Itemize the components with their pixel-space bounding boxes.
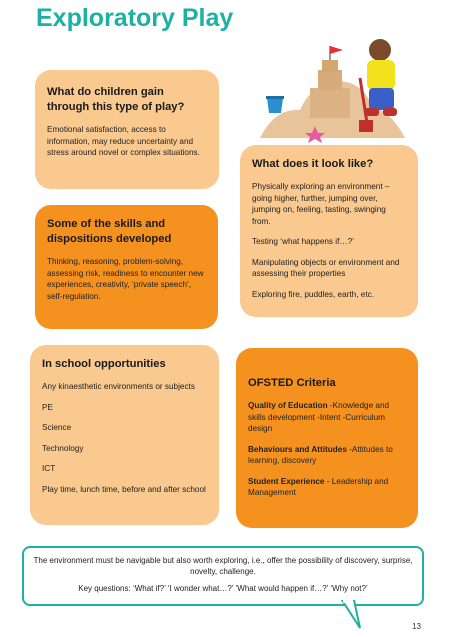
card-heading: OFSTED Criteria — [248, 377, 336, 389]
list-item: Manipulating objects or environment and assessing their properties — [252, 257, 400, 278]
criteria-name: Quality of Education — [248, 401, 328, 410]
card-heading: In school opportunities — [42, 358, 166, 370]
list-item: Science — [42, 423, 72, 432]
callout-text: The environment must be navigable but also worth exploring, i.e., offer the possibility of discovery, surprise, novelty, challenge. — [33, 556, 413, 576]
criteria-item — [248, 476, 406, 499]
list-item: Any kinaesthetic environments or subjects — [42, 382, 195, 391]
card-what-does-it-look-like — [240, 145, 418, 317]
card-skills-dispositions — [35, 205, 218, 329]
card-in-school-opportunities — [30, 345, 219, 525]
criteria-name: Behaviours and Attitudes — [248, 444, 347, 454]
sandcastle-boy-illustration — [255, 38, 430, 143]
list-item: PE — [42, 402, 53, 412]
list-item: Technology — [42, 443, 84, 453]
speech-bubble-tail — [340, 600, 370, 630]
list-item: Testing ‘what happens if…?’ — [252, 237, 354, 246]
criteria-item — [248, 444, 406, 467]
page-title: Exploratory Play — [36, 4, 234, 32]
card-text: Thinking, reasoning, problem-solving, assessing risk, readiness to encounter new experiences, creativity, ‘private speech’, self-regulation. — [47, 257, 204, 301]
criteria-item — [248, 400, 406, 435]
criteria-detail: -Attitudes to learning, discovery — [248, 444, 393, 465]
list-item: Physically exploring an environment – going higher, further, jumping over, jumping on, feeling, tasting, swinging from. — [252, 182, 390, 226]
card-heading: What does it look like? — [252, 158, 374, 170]
callout-speech-bubble — [22, 546, 424, 606]
card-ofsted-criteria — [236, 348, 418, 528]
page-number: 13 — [412, 622, 421, 631]
key-questions: Key questions: ‘What if?’ ‘I wonder what…?’ ‘What would happen if…?’ ‘Why not?’ — [78, 584, 368, 593]
list-item: ICT — [42, 464, 56, 473]
criteria-detail: - Leadership and Management — [248, 476, 389, 497]
card-what-children-gain — [35, 70, 219, 189]
list-item: Exploring fire, puddles, earth, etc. — [252, 289, 374, 299]
criteria-name: Student Experience — [248, 476, 325, 486]
criteria-detail: -Knowledge and skills development -Intent -Curriculum design — [248, 401, 390, 433]
card-heading: Some of the skills and dispositions developed — [47, 218, 172, 245]
card-heading: What do children gain through this type of play? — [47, 86, 185, 113]
list-item: Play time, lunch time, before and after school — [42, 484, 206, 494]
card-text: Emotional satisfaction, access to information, may reduce uncertainty and stress around novel or complex situations. — [47, 125, 200, 157]
